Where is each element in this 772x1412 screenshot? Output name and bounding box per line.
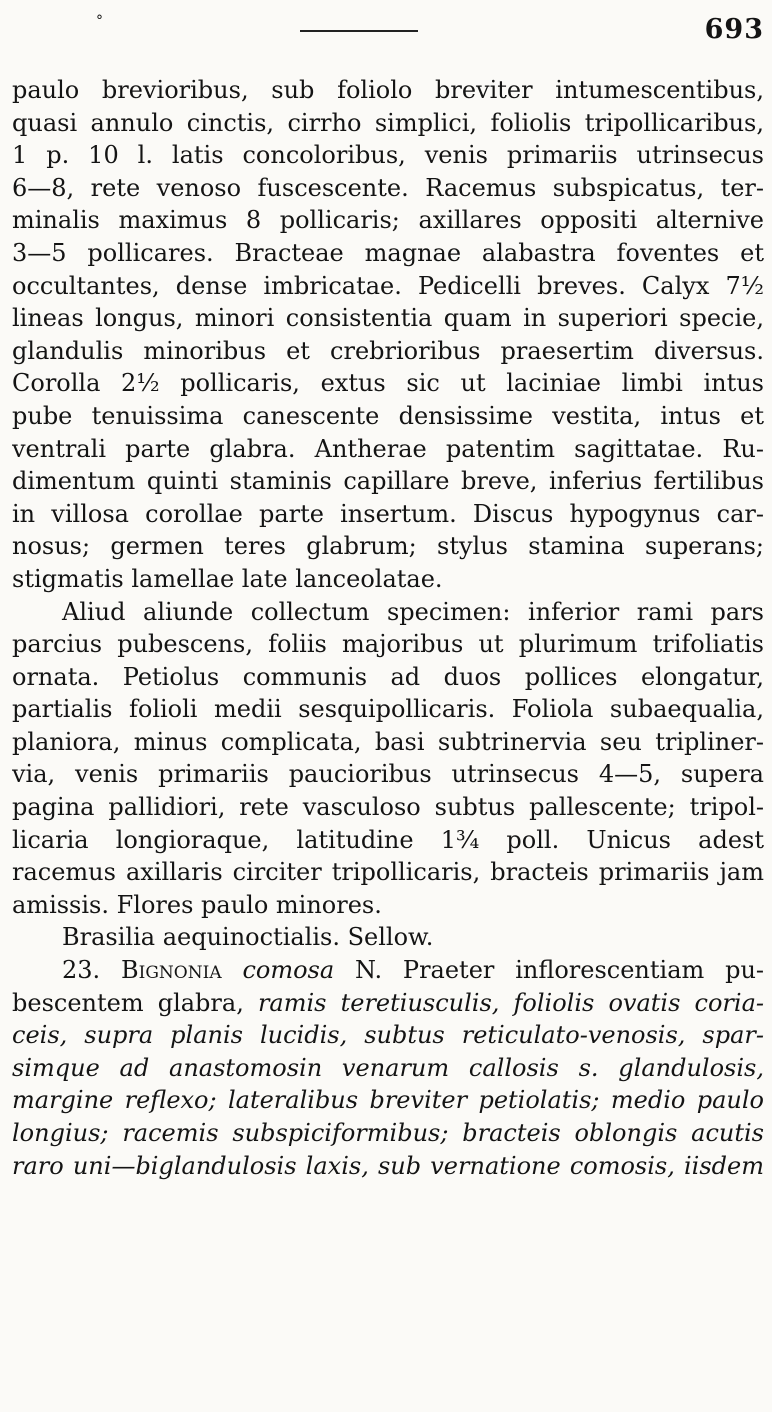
text-segment: ceis, supra planis lucidis, subtus reticulato-venosis, spar- bbox=[12, 1021, 764, 1050]
text-segment: ramis teretiusculis, foliolis ovatis coria- bbox=[257, 988, 764, 1017]
text-segment: bescentem glabra, bbox=[12, 988, 258, 1017]
text-line: parcius pubescens, foliis majoribus ut plurimum trifoliatis bbox=[12, 630, 764, 659]
text-line: ornata. Petiolus communis ad duos pollices elongatur, bbox=[12, 662, 764, 691]
text-line: minalis maximus 8 pollicaris; axillares oppositi alternive bbox=[12, 206, 764, 235]
text-line: paulo brevioribus, sub foliolo breviter intumescentibus, bbox=[12, 76, 764, 104]
page-header bbox=[0, 6, 772, 46]
text-line bbox=[12, 987, 764, 1020]
text-segment: margine reflexo; lateralibus breviter petiolatis; medio paulo bbox=[12, 1086, 764, 1115]
text-line bbox=[12, 1117, 764, 1150]
text-segment: comosa bbox=[242, 956, 335, 985]
text-segment bbox=[222, 956, 243, 984]
text-line: 3—5 pollicares. Bracteae magnae alabastra foventes et bbox=[12, 238, 764, 267]
text-line: pagina pallidiori, rete vasculoso subtus pallescente; tripol- bbox=[12, 793, 764, 822]
header-mark: ° bbox=[96, 13, 103, 29]
text-line: licaria longioraque, latitudine 1¾ poll. Unicus adest bbox=[12, 825, 764, 854]
header-rule bbox=[300, 30, 418, 32]
text-segment: N. Praeter inflorescentiam pu- bbox=[334, 956, 764, 985]
text-line: Corolla 2½ pollicaris, extus sic ut laciniae limbi intus bbox=[12, 369, 764, 398]
text-segment: simque ad anastomosin venarum callosis s. glandulosis, bbox=[12, 1053, 764, 1082]
text-segment: 23. bbox=[62, 956, 121, 985]
text-line: nosus; germen teres glabrum; stylus stamina superans; bbox=[12, 532, 764, 561]
text-line bbox=[12, 1052, 764, 1085]
text-line: racemus axillaris circiter tripollicaris, bracteis primariis jam bbox=[12, 858, 764, 887]
text-line bbox=[12, 1150, 764, 1183]
text-line: Brasilia aequinoctialis. Sellow. bbox=[62, 923, 434, 952]
text-line: ventrali parte glabra. Antherae patentim sagittatae. Ru- bbox=[12, 434, 764, 463]
text-line: in villosa corollae parte insertum. Discus hypogynus car- bbox=[12, 499, 764, 528]
text-line: occultantes, dense imbricatae. Pedicelli breves. Calyx 7½ bbox=[12, 271, 764, 300]
text-line: amissis. Flores paulo minores. bbox=[12, 890, 382, 919]
text-line: stigmatis lamellae late lanceolatae. bbox=[12, 564, 443, 593]
text-line: quasi annulo cinctis, cirrho simplici, foliolis tripollicaribus, bbox=[12, 108, 764, 137]
text-segment: Bignonia bbox=[121, 956, 222, 985]
text-segment: raro uni—biglandulosis laxis, sub vernatione comosis, iisdem bbox=[12, 1151, 764, 1180]
body-text bbox=[12, 74, 764, 1182]
text-line: Aliud aliunde collectum specimen: inferior rami pars bbox=[62, 597, 764, 626]
text-line: pube tenuissima canescente densissime vestita, intus et bbox=[12, 401, 764, 430]
text-line: dimentum quinti staminis capillare breve, inferius fertilibus bbox=[12, 467, 764, 496]
text-line bbox=[12, 1084, 764, 1117]
text-line: 1 p. 10 l. latis concoloribus, venis primariis utrinsecus bbox=[12, 141, 764, 170]
page-number: 693 bbox=[704, 14, 764, 45]
text-line: lineas longus, minori consistentia quam in superiori specie, bbox=[12, 304, 764, 333]
text-line bbox=[12, 1019, 764, 1052]
text-line: glandulis minoribus et crebrioribus praesertim diversus. bbox=[12, 336, 764, 365]
text-line: 6—8, rete venoso fuscescente. Racemus subspicatus, ter- bbox=[12, 173, 764, 202]
text-line bbox=[12, 954, 764, 987]
text-line: via, venis primariis paucioribus utrinsecus 4—5, supera bbox=[12, 760, 764, 789]
text-line: partialis folioli medii sesquipollicaris. Foliola subaequalia, bbox=[12, 695, 764, 724]
text-line: planiora, minus complicata, basi subtrinervia seu tripliner- bbox=[12, 727, 764, 756]
text-segment: longius; racemis subspiciformibus; bracteis oblongis acutis bbox=[12, 1119, 764, 1147]
